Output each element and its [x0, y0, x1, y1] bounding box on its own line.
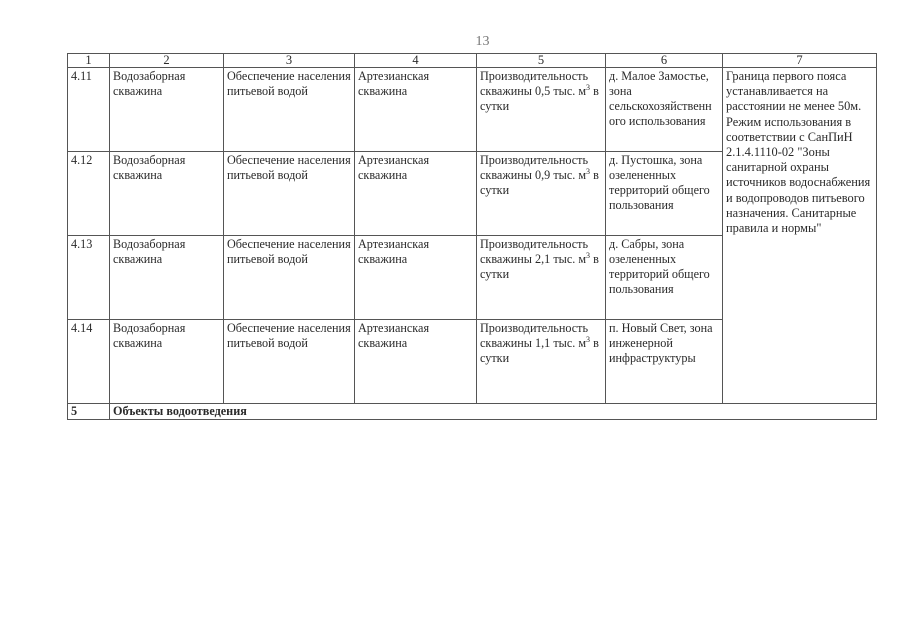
row-number: 4.13: [68, 236, 110, 320]
object-type: Артезианская скважина: [355, 152, 477, 236]
sanitary-zone-note: Граница первого пояса устанавливается на расстоянии не менее 50м. Режим использования в соответствии с СанПиН 2.1.4.1110-02 "Зоны санитарной охраны источников водоснабжения и водопроводов питьевого назначения. Санитарные правила и нормы": [723, 68, 877, 404]
header-cell: 5: [477, 54, 606, 68]
object-purpose: Обеспечение населения питьевой водой: [224, 320, 355, 404]
object-location: д. Пустошка, зона озелененных территорий общего пользования: [606, 152, 723, 236]
capacity-suffix: в сутки: [480, 84, 599, 113]
capacity-unit-exponent: 3: [586, 167, 591, 176]
capacity-suffix: в сутки: [480, 336, 599, 365]
object-type: Артезианская скважина: [355, 320, 477, 404]
header-cell: 2: [110, 54, 224, 68]
capacity-suffix: в сутки: [480, 252, 599, 281]
object-capacity: [477, 68, 606, 152]
capacity-suffix: в сутки: [480, 168, 599, 197]
object-name: Водозаборная скважина: [110, 68, 224, 152]
object-purpose: Обеспечение населения питьевой водой: [224, 236, 355, 320]
header-cell: 3: [224, 54, 355, 68]
section-row: [68, 404, 877, 420]
object-location: д. Малое Замостье, зона сельскохозяйственн ого использования: [606, 68, 723, 152]
objects-table: [67, 53, 877, 420]
header-cell: 4: [355, 54, 477, 68]
object-capacity: [477, 320, 606, 404]
object-capacity: [477, 152, 606, 236]
object-type: Артезианская скважина: [355, 236, 477, 320]
row-number: 4.11: [68, 68, 110, 152]
object-name: Водозаборная скважина: [110, 152, 224, 236]
section-title: Объекты водоотведения: [110, 404, 877, 420]
object-purpose: Обеспечение населения питьевой водой: [224, 152, 355, 236]
capacity-unit-exponent: 3: [586, 251, 591, 260]
header-row: [68, 54, 877, 68]
row-number: 4.12: [68, 152, 110, 236]
object-location: п. Новый Свет, зона инженерной инфраструктуры: [606, 320, 723, 404]
section-number: 5: [68, 404, 110, 420]
capacity-text: Производительность скважины 0,5 тыс. м: [480, 69, 589, 98]
object-location: д. Сабры, зона озелененных территорий общего пользования: [606, 236, 723, 320]
capacity-unit-exponent: 3: [586, 83, 591, 92]
header-cell: 6: [606, 54, 723, 68]
capacity-text: Производительность скважины 1,1 тыс. м: [480, 321, 589, 350]
object-capacity: [477, 236, 606, 320]
capacity-text: Производительность скважины 0,9 тыс. м: [480, 153, 589, 182]
page-number: 13: [475, 34, 490, 49]
capacity-text: Производительность скважины 2,1 тыс. м: [480, 237, 589, 266]
object-type: Артезианская скважина: [355, 68, 477, 152]
object-name: Водозаборная скважина: [110, 236, 224, 320]
object-name: Водозаборная скважина: [110, 320, 224, 404]
capacity-unit-exponent: 3: [586, 335, 591, 344]
row-number: 4.14: [68, 320, 110, 404]
header-cell: 1: [68, 54, 110, 68]
object-purpose: Обеспечение населения питьевой водой: [224, 68, 355, 152]
table-row: [68, 68, 877, 152]
header-cell: 7: [723, 54, 877, 68]
